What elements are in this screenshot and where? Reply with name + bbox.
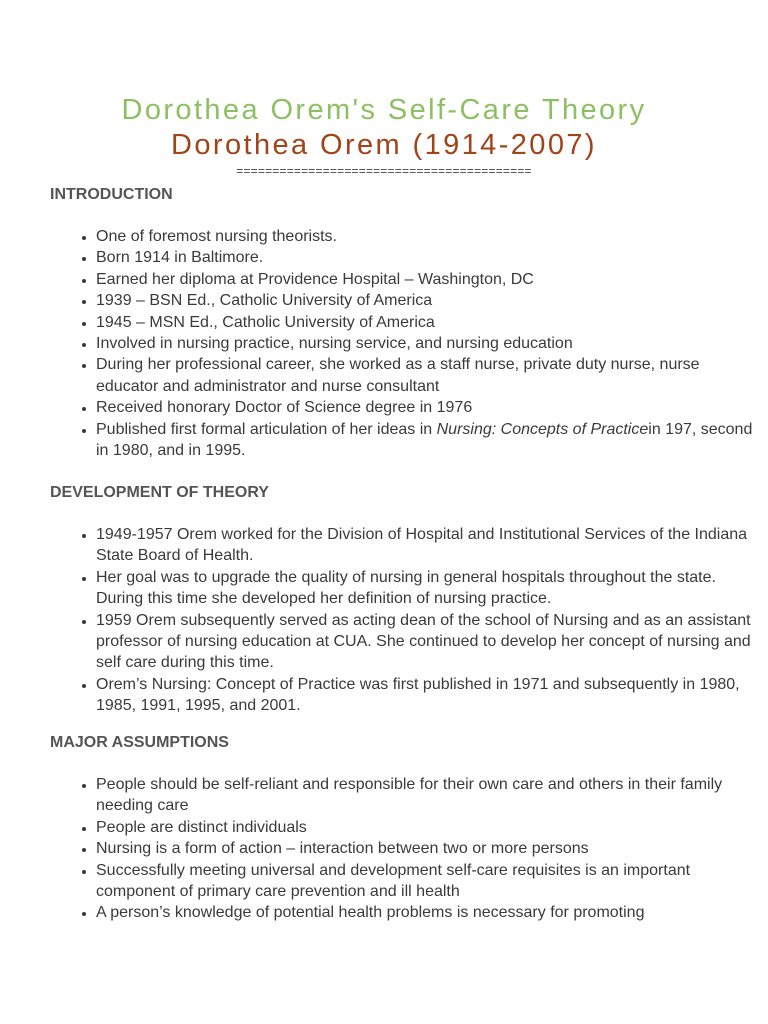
list-item (96, 419, 756, 462)
document-subtitle: Dorothea Orem (1914-2007) (171, 129, 597, 161)
list-item: • Nursing is a form of action – interaction between two or more persons (96, 838, 756, 859)
title-divider: ========================================= (236, 164, 532, 178)
introduction-list (72, 226, 756, 461)
list-item: • 1949-1957 Orem worked for the Division of Hospital and Institutional Services of the Indiana State Board of Health. (96, 524, 756, 567)
list-item: • Her goal was to upgrade the quality of nursing in general hospitals throughout the state. During this time she developed her definition of nursing practice. (96, 567, 756, 610)
list-item: • 1945 – MSN Ed., Catholic University of America (96, 312, 756, 333)
item-text: Published first formal articulation of her ideas in (96, 420, 437, 438)
assumptions-list (72, 774, 756, 924)
list-item: • 1959 Orem subsequently served as acting dean of the school of Nursing and as an assistant professor of nursing education at CUA. She continued to develop her concept of nursing and self care during this time. (96, 610, 756, 674)
list-item: • Earned her diploma at Providence Hospital – Washington, DC (96, 269, 756, 290)
list-item: • Received honorary Doctor of Science degree in 1976 (96, 397, 756, 418)
list-item: • People are distinct individuals (96, 817, 756, 838)
list-item: • A person’s knowledge of potential health problems is necessary for promoting (96, 902, 756, 923)
list-item: • Involved in nursing practice, nursing service, and nursing education (96, 333, 756, 354)
development-list (72, 524, 756, 717)
assumptions-heading: MAJOR ASSUMPTIONS (50, 734, 229, 751)
development-heading: DEVELOPMENT OF THEORY (50, 484, 269, 501)
list-item: • Successfully meeting universal and development self-care requisites is an important component of primary care prevention and ill health (96, 860, 756, 903)
list-item: • Orem’s Nursing: Concept of Practice was first published in 1971 and subsequently in 1980, 1985, 1991, 1995, and 2001. (96, 674, 756, 717)
book-title: Nursing: Concepts of Practice (436, 420, 649, 438)
list-item: • Born 1914 in Baltimore. (96, 247, 756, 268)
list-item: • People should be self-reliant and responsible for their own care and others in their family needing care (96, 774, 756, 817)
list-item: • One of foremost nursing theorists. (96, 226, 756, 247)
list-item: • 1939 – BSN Ed., Catholic University of America (96, 290, 756, 311)
document-title: Dorothea Orem's Self-Care Theory (121, 94, 647, 126)
list-item: • During her professional career, she worked as a staff nurse, private duty nurse, nurse educator and administrator and nurse consultant (96, 354, 756, 397)
item-text: in 197, second in 1980, and in 1995. (96, 420, 753, 460)
introduction-heading: INTRODUCTION (50, 186, 173, 203)
